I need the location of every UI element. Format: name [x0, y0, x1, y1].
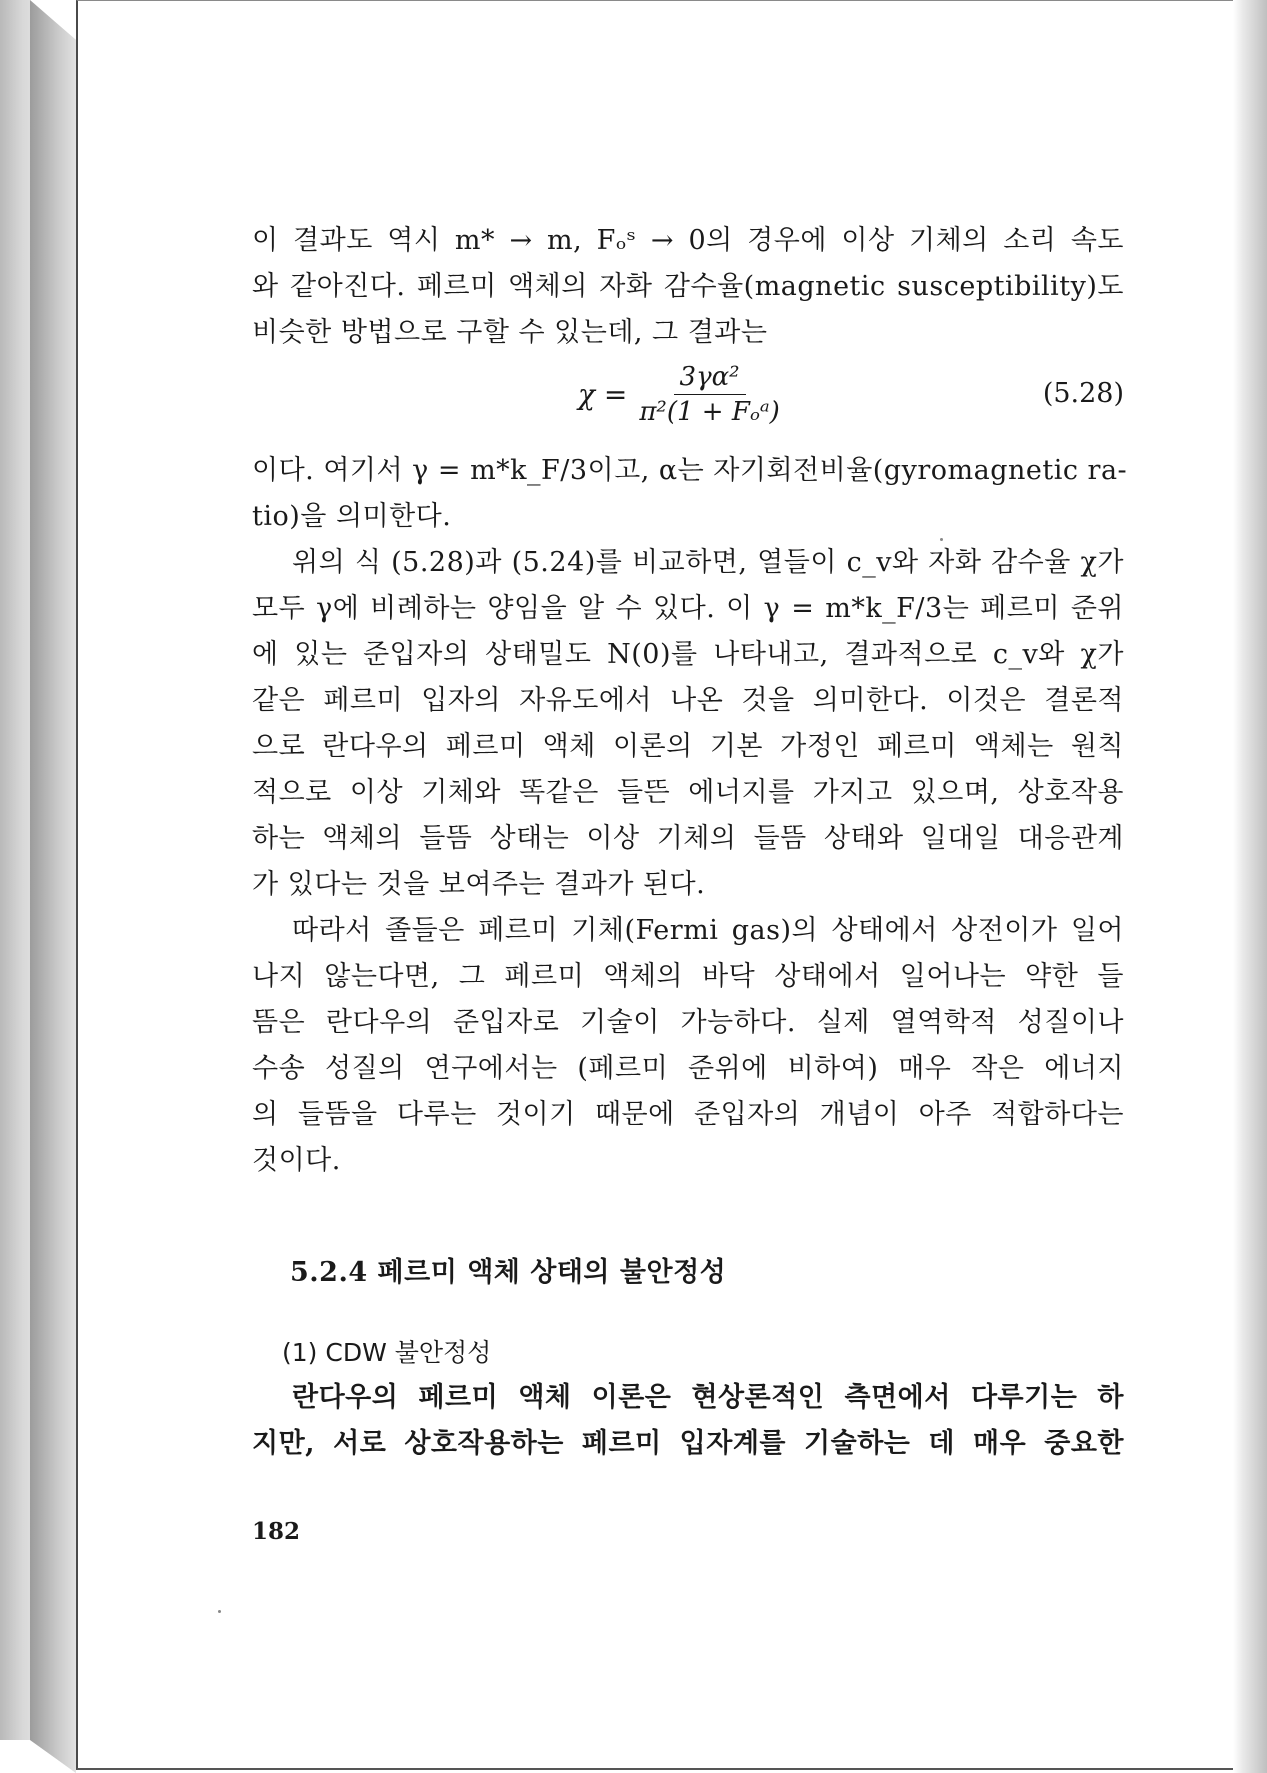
text-line: 가 있다는 것을 보여주는 결과가 된다.	[252, 869, 706, 900]
subsection-heading: (1) CDW 불안정성	[282, 1338, 492, 1367]
text-line: 으로 란다우의 페르미 액체 이론의 기본 가정인 페르미 액체는 원칙	[252, 731, 1124, 762]
text-line: 의 들뜸을 다루는 것이기 때문에 준입자의 개념이 아주 적합하다는	[252, 1099, 1124, 1130]
equation-fraction	[639, 362, 779, 427]
text-line: 지만, 서로 상호작용하는 페르미 입자계를 기술하는 데 매우 중요한	[252, 1428, 1124, 1459]
text-line: 위의 식 (5.28)과 (5.24)를 비교하면, 열들이 c_v와 자화 감수율 χ가	[292, 547, 1124, 578]
page-right-shadow	[1233, 0, 1267, 1773]
text-line: 이다. 여기서 γ = m*k_F/3이고, α는 자기회전비율(gyromagnetic ra-	[252, 455, 1128, 486]
text-line: 따라서 졸들은 페르미 기체(Fermi gas)의 상태에서 상전이가 일어	[292, 915, 1124, 946]
text-line: 하는 액체의 들뜸 상태는 이상 기체의 들뜸 상태와 일대일 대응관계	[252, 823, 1124, 854]
text-line: 에 있는 준입자의 상태밀도 N(0)를 나타내고, 결과적으로 c_v와 χ가	[252, 639, 1124, 670]
equation-5-28	[252, 358, 1124, 442]
book-page-stack-shadow	[30, 0, 76, 1773]
page-number: 182	[252, 1518, 301, 1545]
text-line: 비슷한 방법으로 구할 수 있는데, 그 결과는	[252, 317, 768, 348]
text-line: 모두 γ에 비례하는 양임을 알 수 있다. 이 γ = m*k_F/3는 페르미 준위	[252, 593, 1124, 624]
scan-speck	[218, 1610, 221, 1613]
equation-number: (5.28)	[1042, 378, 1124, 409]
paragraph-5	[252, 1375, 1124, 1467]
paragraph-1	[252, 218, 1124, 356]
equation-body	[578, 362, 780, 427]
text-line: 이 결과도 역시 m* → m, Fₒˢ → 0의 경우에 이상 기체의 소리 속도	[252, 225, 1124, 256]
text-line: 적으로 이상 기체와 똑같은 들뜬 에너지를 가지고 있으며, 상호작용	[252, 777, 1124, 808]
text-line: 것이다.	[252, 1145, 341, 1176]
text-line: tio)을 의미한다.	[252, 501, 452, 532]
paragraph-4	[252, 908, 1124, 1184]
equation-numerator: 3γα²	[674, 362, 746, 395]
text-line: 같은 페르미 입자의 자유도에서 나온 것을 의미한다. 이것은 결론적	[252, 685, 1124, 716]
equation-denominator: π²(1 + Fₒᵃ)	[639, 397, 780, 427]
paragraph-3	[252, 540, 1124, 908]
section-heading: 5.2.4 페르미 액체 상태의 불안정성	[290, 1257, 727, 1288]
text-line: 란다우의 페르미 액체 이론은 현상론적인 측면에서 다루기는 하	[292, 1382, 1124, 1413]
scan-speck	[940, 538, 943, 541]
text-line: 뜸은 란다우의 준입자로 기술이 가능하다. 실제 열역학적 성질이나	[252, 1007, 1124, 1038]
text-line: 나지 않는다면, 그 페르미 액체의 바닥 상태에서 일어나는 약한 들	[252, 961, 1124, 992]
text-line: 와 같아진다. 페르미 액체의 자화 감수율(magnetic susceptibility)도	[252, 271, 1124, 302]
page-body	[252, 218, 1128, 1184]
paragraph-2	[252, 448, 1128, 540]
text-line: 수송 성질의 연구에서는 (페르미 준위에 비하여) 매우 작은 에너지	[252, 1053, 1124, 1084]
equation-lhs: χ =	[578, 378, 628, 411]
